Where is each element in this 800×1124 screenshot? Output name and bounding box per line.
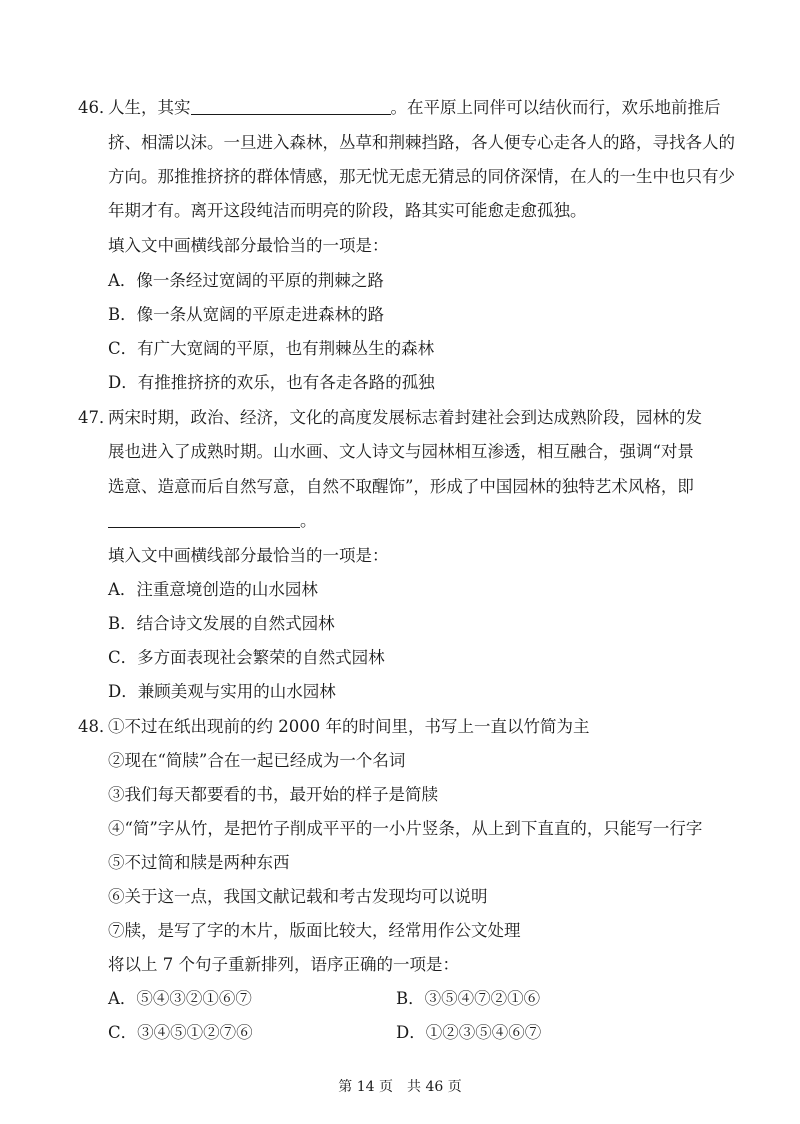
q46-option-c-text: C．有广大宽阔的平原，也有荆棘丛生的森林 (108, 339, 435, 358)
q47-stem-line-1: 两宋时期，政治、经济，文化的高度发展标志着封建社会到达成熟阶段，园林的发 (108, 408, 702, 427)
q48-prompt: 将以上 7 个句子重新排列，语序正确的一项是： (108, 955, 459, 974)
q46-blank (191, 98, 391, 115)
q46-stem-line-3: 方向。那推推挤挤的群体情感，那无忧无虑无猜忌的同侪深情，在人的一生中也只有少 (108, 167, 735, 186)
q46-stem-line-1 (108, 97, 721, 119)
q48-sentence-1: ①不过在纸出现前的约 2000 年的时间里，书写上一直以竹简为主 (108, 717, 590, 736)
q48-sentence-6: ⑥关于这一点，我国文献记载和考古发现均可以说明 (108, 887, 488, 906)
q47-number: 47． (78, 408, 116, 427)
q47-blank (108, 511, 300, 528)
q48-option-c: C．③④⑤①②⑦⑥ (108, 1023, 253, 1042)
q46-option-a-text: A．像一条经过宽阔的平原的荆棘之路 (108, 271, 384, 290)
q47-prompt: 填入文中画横线部分最恰当的一项是： (108, 546, 389, 565)
q47-option-a-text: A．注重意境创造的山水园林 (108, 580, 318, 599)
q46-option-b-text: B．像一条从宽阔的平原走进森林的路 (108, 305, 385, 324)
q47-stem-line-2: 展也进入了成熟时期。山水画、文人诗文与园林相互渗透，相互融合，强调“对景 (108, 442, 694, 461)
q46-text-pre: 人生，其实 (108, 98, 191, 117)
q48-sentence-2: ②现在“简牍”合在一起已经成为一个名词 (108, 751, 406, 770)
q48-sentence-4: ④“简”字从竹，是把竹子削成平平的一小片竖条，从上到下直直的，只能写一行字 (108, 819, 703, 838)
page-footer: 第 14 页 共 46 页 (338, 1079, 462, 1095)
q48-sentence-7: ⑦牍，是写了字的木片，版面比较大，经常用作公文处理 (108, 921, 521, 940)
q46-text-post: 。在平原上同伴可以结伙而行，欢乐地前推后 (390, 98, 721, 117)
q46-prompt: 填入文中画横线部分最恰当的一项是： (108, 236, 389, 255)
q47-option-d-text: D．兼顾美观与实用的山水园林 (108, 682, 336, 701)
q47-option-c-text: C．多方面表现社会繁荣的自然式园林 (108, 648, 385, 667)
q46-option-d-text: D．有推推挤挤的欢乐，也有各走各路的孤独 (108, 373, 435, 392)
q47-stem-line-3: 选意、造意而后自然写意，自然不取醒饰”，形成了中国园林的独特艺术风格，即 (108, 477, 694, 496)
q46-stem-line-4: 年期才有。离开这段纯洁而明亮的阶段，路其实可能愈走愈孤独。 (108, 201, 587, 220)
q47-option-b-text: B．结合诗文发展的自然式园林 (108, 614, 335, 633)
q47-text-post: 。 (300, 511, 317, 530)
q48-sentence-5: ⑤不过简和牍是两种东西 (108, 853, 290, 872)
q46-number: 46． (78, 98, 116, 117)
q48-number: 48． (78, 717, 116, 736)
q48-option-b: B．③⑤④⑦②①⑥ (396, 989, 541, 1008)
q47-stem-line-4 (108, 510, 317, 532)
q46-stem-line-2: 挤、相濡以沫。一旦进入森林，丛草和荆棘挡路，各人便专心走各人的路，寻找各人的 (108, 133, 735, 152)
q48-option-a: A．⑤④③②①⑥⑦ (108, 989, 252, 1008)
q48-option-d: D．①②③⑤④⑥⑦ (396, 1023, 542, 1042)
q48-sentence-3: ③我们每天都要看的书，最开始的样子是简牍 (108, 785, 438, 804)
